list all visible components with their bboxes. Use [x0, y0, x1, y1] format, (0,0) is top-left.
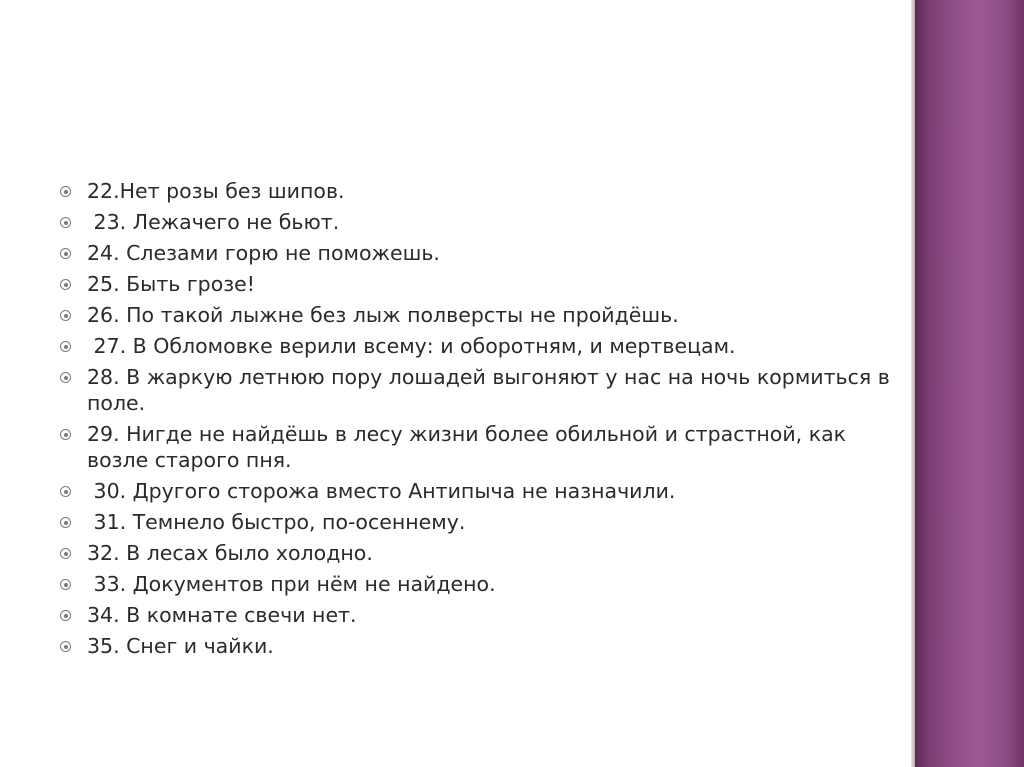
list-item — [60, 240, 890, 266]
list-item — [60, 209, 890, 235]
list-item — [60, 478, 890, 504]
list-item-text: 23. Лежачего не бьют. — [87, 210, 340, 234]
circle-dot-icon — [60, 579, 71, 590]
circle-dot-icon — [60, 610, 71, 621]
circle-dot-icon — [60, 641, 71, 652]
decorative-side-band — [915, 0, 1024, 767]
list-item — [60, 540, 890, 566]
list-item — [60, 421, 890, 473]
circle-dot-icon — [60, 486, 71, 497]
list-item-text: 34. В комнате свечи нет. — [87, 603, 357, 627]
circle-dot-icon — [60, 248, 71, 259]
list-item-text: 31. Темнело быстро, по-осеннему. — [87, 510, 466, 534]
circle-dot-icon — [60, 186, 71, 197]
list-item — [60, 271, 890, 297]
list-item-text: 32. В лесах было холодно. — [87, 541, 373, 565]
circle-dot-icon — [60, 310, 71, 321]
list-item-text: 26. По такой лыжне без лыж полверсты не пройдёшь. — [87, 303, 679, 327]
list-item — [60, 333, 890, 359]
list-item — [60, 178, 890, 204]
list-item-text: 29. Нигде не найдёшь в лесу жизни более обильной и страстной, как возле старого пня. — [87, 422, 853, 472]
list-item-text: 25. Быть грозе! — [87, 272, 255, 296]
list-item — [60, 509, 890, 535]
circle-dot-icon — [60, 341, 71, 352]
list-item-text: 33. Документов при нём не найдено. — [87, 572, 496, 596]
list-item-text: 27. В Обломовке верили всему: и оборотням, и мертвецам. — [87, 334, 736, 358]
circle-dot-icon — [60, 217, 71, 228]
sentence-list — [60, 178, 897, 664]
list-item — [60, 602, 890, 628]
list-item — [60, 302, 890, 328]
circle-dot-icon — [60, 372, 71, 383]
list-item-text: 24. Слезами горю не поможешь. — [87, 241, 440, 265]
list-item — [60, 571, 890, 597]
list-item — [60, 633, 890, 659]
list-item-text: 22.Нет розы без шипов. — [87, 179, 345, 203]
circle-dot-icon — [60, 429, 71, 440]
list-item-text: 28. В жаркую летнюю пору лошадей выгоняют у нас на ночь кормиться в поле. — [87, 365, 897, 415]
circle-dot-icon — [60, 517, 71, 528]
list-item-text: 35. Снег и чайки. — [87, 634, 274, 658]
list-item — [60, 364, 897, 416]
circle-dot-icon — [60, 279, 71, 290]
list-item-text: 30. Другого сторожа вместо Антипыча не назначили. — [87, 479, 676, 503]
circle-dot-icon — [60, 548, 71, 559]
